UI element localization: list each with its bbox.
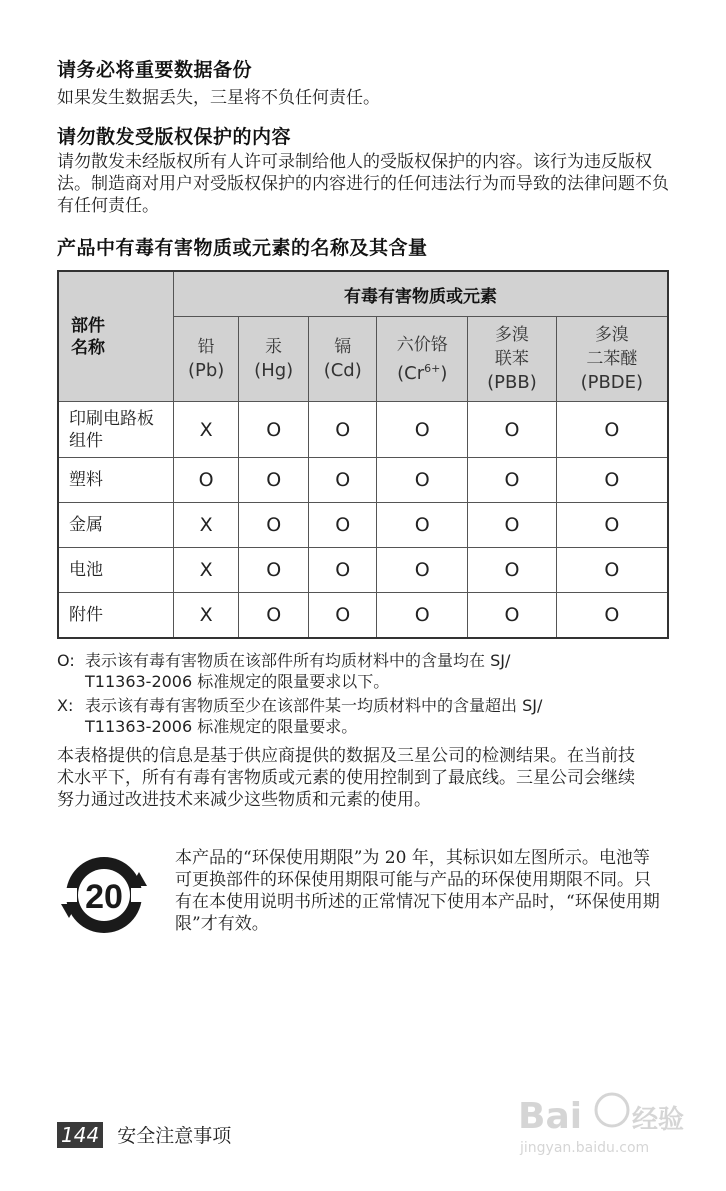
column-header: 多溴 二苯醚 (PBDE) [556,317,668,402]
table-row: 塑料 O O O O O O [58,458,668,503]
column-header: 汞 (Hg) [239,317,309,402]
table-row: 附件 X O O O O O [58,593,668,639]
backup-heading: 请务必将重要数据备份 [57,59,253,81]
baidu-watermark [516,1080,686,1160]
column-header: 多溴 联苯 (PBB) [468,317,556,402]
note-x: X: 表示该有毒有害物质至少在该部件某一均质材料中的含量超出 SJ/ T11363-2006 标准规定的限量要求。 [57,696,543,736]
logo-number: 20 [85,878,123,916]
table-corner-header: 部件 名称 [58,271,174,402]
backup-text: 如果发生数据丢失，三星将不负任何责任。 [57,88,380,108]
group-header: 有毒有害物质或元素 [174,271,669,317]
copyright-heading: 请勿散发受版权保护的内容 [57,126,292,148]
table-row: 金属 X O O O O O [58,503,668,548]
copyright-text: 请勿散发未经版权所有人许可录制给他人的受版权保护的内容。该行为违反版权法。制造商对用户对受版权保护的内容进行的任何违法行为而导致的法律问题不负有任何责任。 [57,152,669,216]
page-footer [57,1121,231,1148]
column-header: 铅 (Pb) [174,317,239,402]
info-text: 本表格提供的信息是基于供应商提供的数据及三星公司的检测结果。在当前技术水平下，所有有毒有害物质或元素的使用控制到了最底线。三星公司会继续努力通过改进技术来减少这些物质和元素的使用。 [57,746,635,810]
epup-text: 本产品的“环保使用期限”为 20 年，其标识如左图所示。电池等可更换部件的环保使用期限可能与产品的环保使用期限不同。只有在本使用说明书所述的正常情况下使用本产品时，“环保使用期限”才有效。 [175,848,660,934]
svg-text:Bai: Bai [518,1096,583,1137]
hazardous-substances-table [57,270,669,639]
table-heading: 产品中有毒有害物质或元素的名称及其含量 [57,237,428,259]
table-row: 电池 X O O O O O [58,548,668,593]
svg-text:经验: 经验 [632,1105,685,1135]
page-number: 144 [57,1122,103,1148]
legend-notes [57,650,669,740]
environmental-protection-period-icon [57,848,151,942]
table-row: 印刷电路板组件 X O O O O O [58,402,668,458]
column-header: 镉 (Cd) [309,317,377,402]
column-header: 六价铬 $(Cr^{6+})$ [377,317,468,402]
svg-text:jingyan.baidu.com: jingyan.baidu.com [520,1140,650,1156]
paw-icon [596,1094,628,1126]
footer-title: 安全注意事项 [117,1125,232,1147]
note-o: O: 表示该有毒有害物质在该部件所有均质材料中的含量均在 SJ/ T11363-2006 标准规定的限量要求以下。 [57,651,511,691]
